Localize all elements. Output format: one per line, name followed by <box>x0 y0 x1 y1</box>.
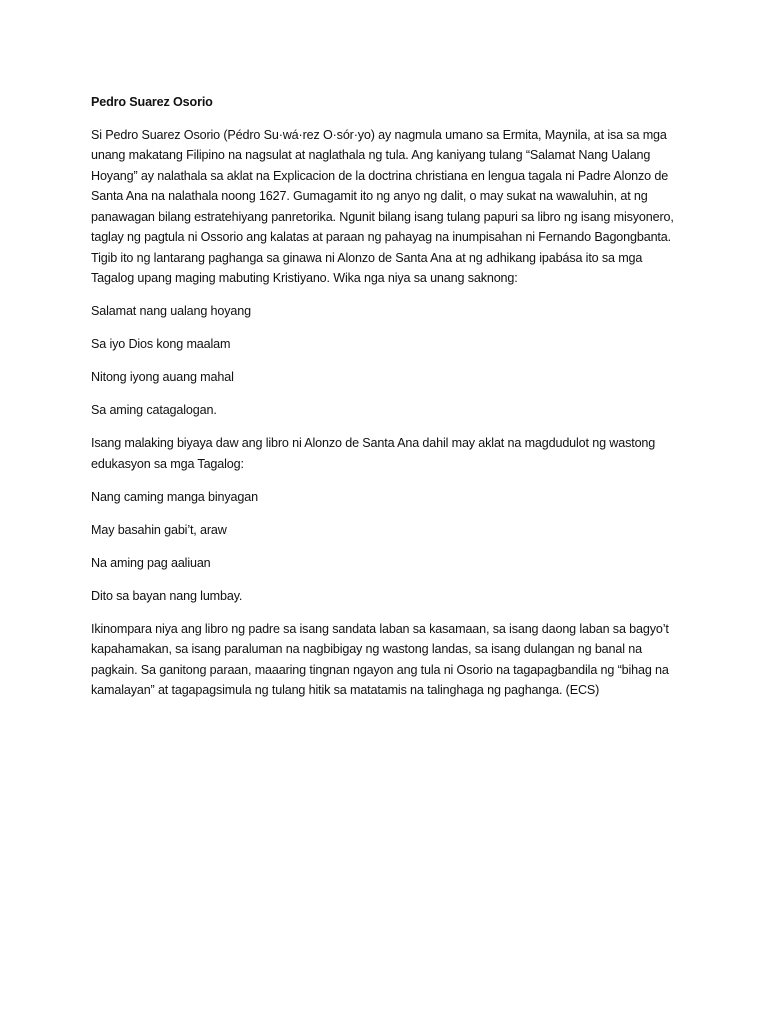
stanza-1-line-2: Sa iyo Dios kong maalam <box>91 337 231 351</box>
stanza-1-line-1: Salamat nang ualang hoyang <box>91 304 251 318</box>
paragraph-conclusion: Ikinompara niya ang libro ng padre sa isang sandata laban sa kasamaan, sa isang daong laban sa bagyo’t kapahamakan, sa isang paraluman na nagbibigay ng wastong landas, sa isang dulangan ng banal na pagkain. Sa ganitong paraan, maaaring tingnan ngayon ang tula ni Osorio na tagapagbandila ng “bihag na kamalayan” at tagapagsimula ng tulang hitik sa matatamis na talinghaga ng paghanga. (ECS) <box>91 621 669 697</box>
stanza-2-line-4: Dito sa bayan nang lumbay. <box>91 588 243 603</box>
paragraph-intro: Si Pedro Suarez Osorio (Pédro Su·wá·rez O·sór·yo) ay nagmula umano sa Ermita, Maynila, at isa sa mga unang makatang Filipino na nagsulat at naglathala ng tula. Ang kaniyang tulang “Salamat Nang Ualang Hoyang” ay nalathala sa aklat na Explicacion de la doctrina christiana en lengua tagala ni Padre Alonzo de Santa Ana na nalathala noong 1627. Gumagamit ito ng anyo ng dalit, o may sukat na wawaluhin, at ng panawagan bilang estratehiyang panretorika. Ngunit bilang isang tulang papuri sa libro ng isang misyonero, taglay ng pagtula ni Ossorio ang kalatas at paraan ng pahayag na inumpisahan ni Fernando Bagongbanta. Tigib ito ng lantarang paghanga sa ginawa ni Alonzo de Santa Ana at ng adhikang ipabása ito sa mga Tagalog upang maging mabuting Kristiyano. Wika nga niya sa unang saknong: <box>91 127 674 285</box>
stanza-2-line-3: Na aming pag aaliuan <box>91 555 211 570</box>
stanza-2-line-2: May basahin gabi’t, araw <box>91 522 227 537</box>
document-title: Pedro Suarez Osorio <box>91 95 213 109</box>
paragraph-blessing: Isang malaking biyaya daw ang libro ni Alonzo de Santa Ana dahil may aklat na magdudulot ng wastong edukasyon sa mga Tagalog: <box>91 436 656 471</box>
stanza-1-line-3: Nitong iyong auang mahal <box>91 370 234 384</box>
document-body <box>91 92 681 713</box>
stanza-1-line-4: Sa aming catagalogan. <box>91 403 217 417</box>
stanza-2-line-1: Nang caming manga binyagan <box>91 489 258 504</box>
